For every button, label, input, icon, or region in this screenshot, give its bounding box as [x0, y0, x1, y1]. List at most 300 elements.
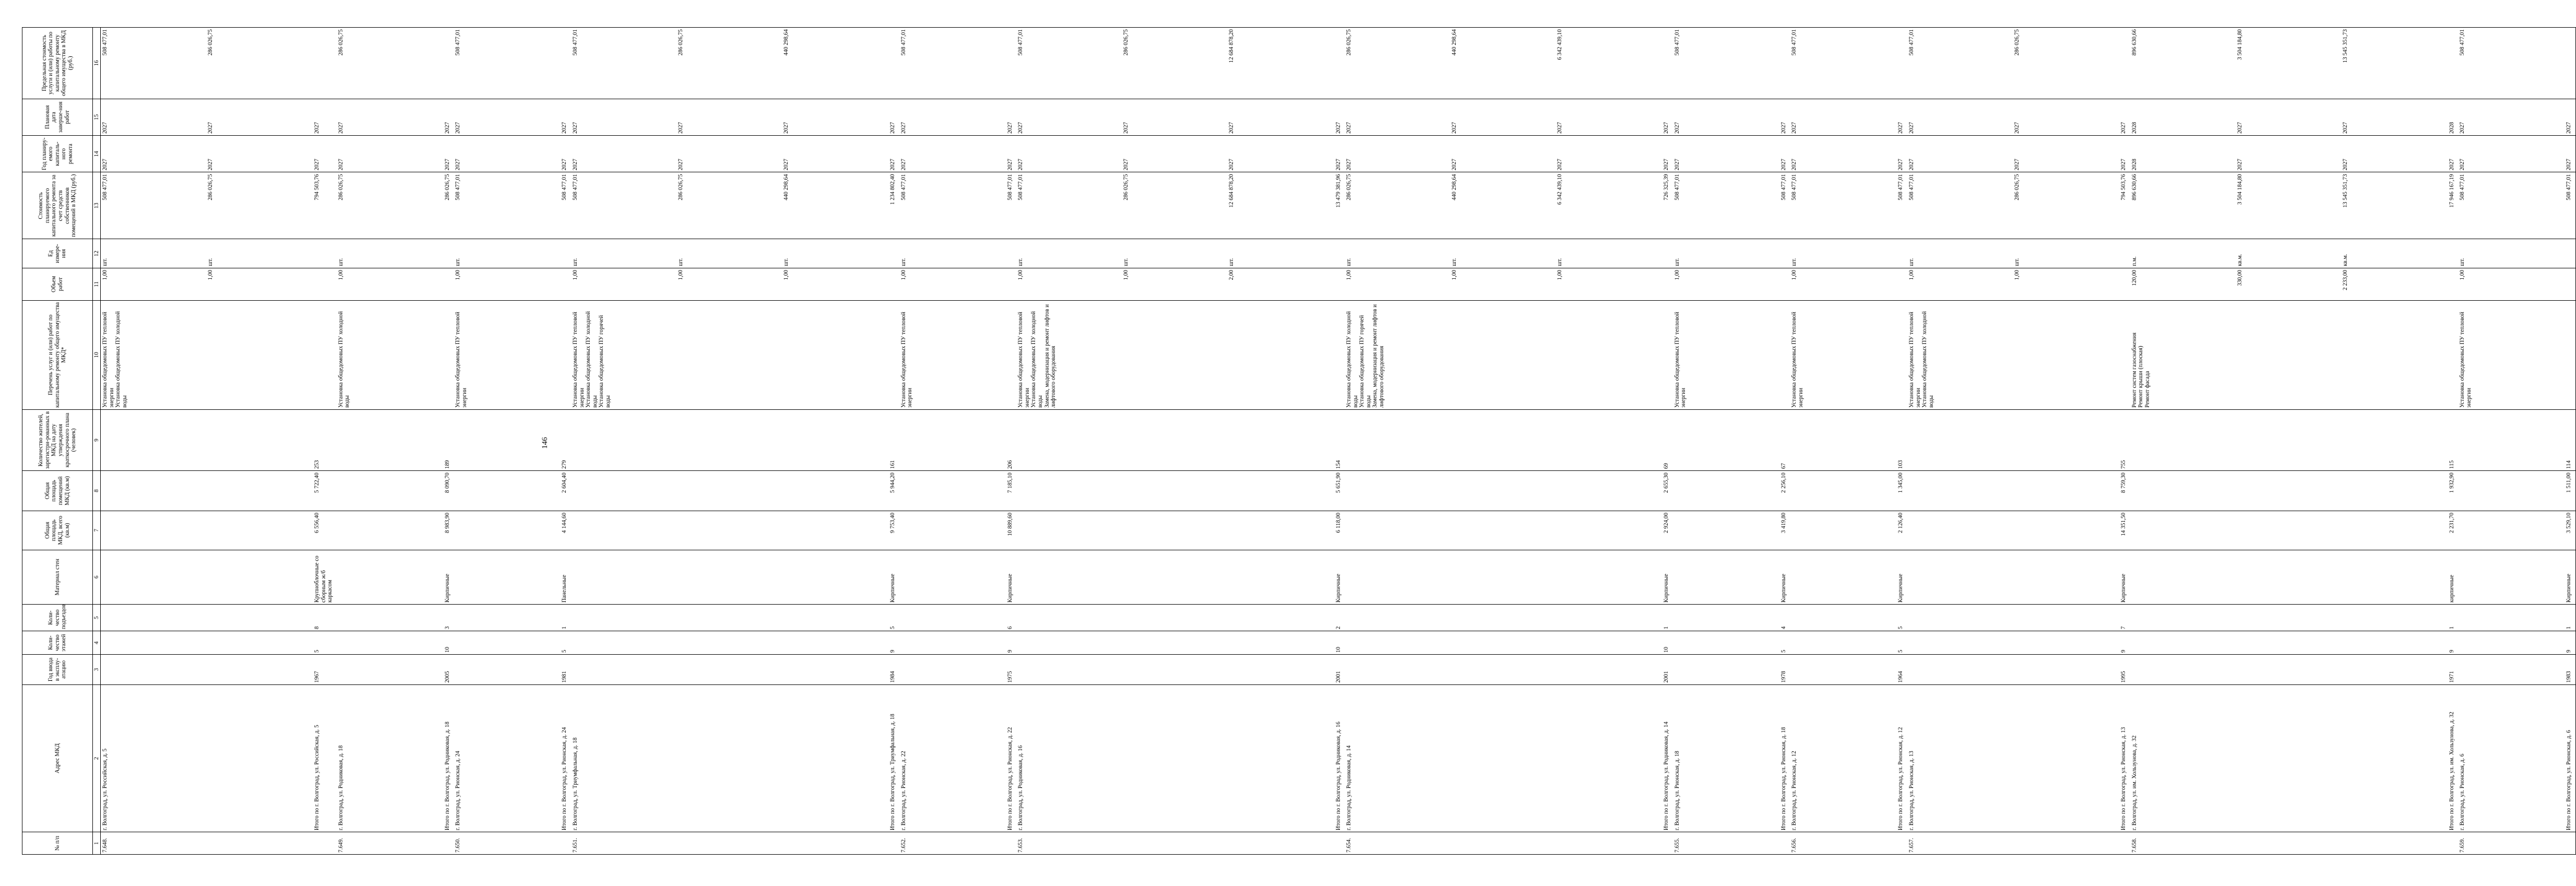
planned-cost: 286 026,75 [2014, 174, 2021, 200]
limit-cost-cell [2448, 28, 2459, 99]
end-date: 2027 [2342, 122, 2348, 134]
planned-cost-cell [2565, 172, 2575, 239]
work-item: Замена, модернизация и ремонт лифтов и лифтового оборудования [1043, 304, 1057, 408]
premises-area [571, 471, 889, 511]
work-item: Установка общедомовых ПУ тепловой энергии [2459, 312, 2472, 408]
resident-count [337, 409, 444, 470]
total-area [899, 511, 1006, 550]
planned-year: 2027 [678, 159, 684, 171]
end-date-cell [1006, 99, 1017, 135]
commission-year [1345, 655, 1663, 685]
planned-year-cell [1897, 136, 1907, 172]
planned-year: 2027 [2342, 159, 2348, 171]
planned-cost: 896 630,66 [2131, 174, 2138, 200]
commission-year: 1981 [561, 655, 571, 685]
floor-count [899, 631, 1006, 655]
commission-year [1673, 655, 1780, 685]
commission-year [101, 655, 314, 685]
wall-material: Кирпичные [444, 550, 454, 605]
planned-year-cell [454, 136, 561, 172]
planned-year: 2027 [783, 159, 790, 171]
limit-cost-cell [2120, 28, 2130, 99]
limit-cost-cell [1663, 28, 1673, 99]
wall-material [1790, 550, 1897, 605]
planned-year-cell [444, 136, 454, 172]
measure-unit: шт. [1123, 258, 1130, 266]
total-area: 3 529,10 [2565, 511, 2575, 550]
resident-count: 103 [1897, 409, 1907, 470]
planned-cost: 1 234 802,40 [889, 174, 896, 205]
floor-count: 5 [1780, 631, 1790, 655]
entrance-count: 7 [2120, 605, 2130, 631]
planned-cost-cell [1897, 172, 1907, 239]
resident-count [1345, 409, 1663, 470]
end-date: 2027 [1346, 122, 1352, 134]
planned-cost-cell [1780, 172, 1790, 239]
total-area [571, 511, 889, 550]
planned-year: 2027 [900, 159, 907, 171]
work-volume-cell [313, 268, 337, 300]
planned-year: 2027 [1663, 159, 1670, 171]
planned-year-cell [1907, 136, 2120, 172]
mkd-address: Итого по г. Волгоград, ул. Рионская, д. 24 [561, 684, 571, 832]
end-date: 2027 [2566, 122, 2572, 134]
limit-cost: 286 026,75 [678, 29, 684, 56]
planned-cost-cell [1016, 172, 1334, 239]
column-header: Объем работ [22, 268, 93, 300]
planned-year: 2027 [2236, 159, 2243, 171]
resident-count: 69 [1663, 409, 1673, 470]
entrance-count: 1 [561, 605, 571, 631]
end-date: 2027 [337, 122, 344, 134]
end-date-cell [2458, 99, 2565, 135]
work-item-cell [1897, 300, 1907, 409]
mkd-address: г. Волгоград, ул. Рионская, д. 6 [2458, 684, 2565, 832]
limit-cost: 286 026,75 [1123, 29, 1130, 56]
work-item-cell [899, 300, 1006, 409]
work-volume: 1,00 [1908, 269, 1915, 280]
limit-cost: 508 477,01 [1673, 29, 1680, 56]
measure-unit: шт. [2014, 258, 2021, 266]
wall-material [2130, 550, 2448, 605]
end-date: 2027 [207, 122, 214, 134]
work-item-cell [1016, 300, 1334, 409]
measure-unit-cell [1897, 239, 1907, 268]
total-area: 3 419,80 [1780, 511, 1790, 550]
total-area [2458, 511, 2565, 550]
repair-plan-table [22, 27, 2576, 855]
entrance-count [2458, 605, 2565, 631]
resident-count: 253 [313, 409, 337, 470]
commission-year [337, 655, 444, 685]
resident-count: 161 [889, 409, 899, 470]
floor-count: 9 [2448, 631, 2459, 655]
work-item-cell [1663, 300, 1673, 409]
limit-cost: 440 298,64 [783, 29, 790, 56]
floor-count [571, 631, 889, 655]
premises-area: 8 090,70 [444, 471, 454, 511]
end-date: 2027 [1017, 122, 1024, 134]
floor-count: 9 [889, 631, 899, 655]
entrance-count [101, 605, 314, 631]
floor-count: 9 [1006, 631, 1017, 655]
planned-cost-cell [1006, 172, 1017, 239]
work-volume-cell [1780, 268, 1790, 300]
planned-cost: 508 477,01 [572, 174, 578, 200]
column-header: Предельная стоимость услуги и (или) работы по капитальному ремонту общего имущества в МКД (руб.) [22, 28, 93, 99]
total-area [1016, 511, 1334, 550]
measure-unit: шт. [1228, 258, 1235, 266]
commission-year: 2001 [1663, 655, 1673, 685]
planned-year: 2027 [572, 159, 578, 171]
end-date-cell [101, 99, 314, 135]
premises-area [2458, 471, 2565, 511]
resident-count [899, 409, 1006, 470]
commission-year [571, 655, 889, 685]
planned-cost: 794 503,76 [314, 174, 320, 200]
work-volume-cell [1907, 268, 2120, 300]
column-header: Год планиру-емого капиталь-ного ремонта [22, 136, 93, 172]
work-item-cell [561, 300, 571, 409]
planned-year-cell [1673, 136, 1780, 172]
work-item: Установка общедомовых ПУ тепловой энергии [900, 312, 913, 408]
work-volume: 1,00 [455, 269, 461, 280]
column-number: 14 [93, 136, 101, 172]
planned-cost: 13 545 351,73 [2342, 174, 2348, 208]
total-area: 2 126,40 [1897, 511, 1907, 550]
table-row [101, 28, 314, 855]
total-area [1345, 511, 1663, 550]
planned-year: 2027 [1228, 159, 1235, 171]
wall-material: Кирпичные [1335, 550, 1345, 605]
premises-area: 2 655,30 [1663, 471, 1673, 511]
measure-unit-cell [2448, 239, 2459, 268]
page-number: 146 [541, 437, 549, 449]
wall-material [454, 550, 561, 605]
floor-count: 9 [2565, 631, 2575, 655]
limit-cost-cell [1673, 28, 1780, 99]
mkd-address: Итого по г. Волгоград, ул. Российская, д. 5 [313, 684, 337, 832]
planned-year-cell [313, 136, 337, 172]
work-item: Установка общедомовых ПУ холодной воды [1346, 311, 1359, 408]
work-item: Ремонт крыши (плоская) [2138, 346, 2144, 408]
row-number [444, 832, 454, 855]
row-number [2120, 832, 2130, 855]
planned-year: 2027 [561, 159, 568, 171]
measure-unit: шт. [1673, 258, 1680, 266]
end-date-cell [1897, 99, 1907, 135]
work-volume: 120,00 [2131, 269, 2138, 286]
resident-count [1673, 409, 1780, 470]
floor-count [101, 631, 314, 655]
table-row-total [2565, 28, 2575, 855]
entrance-count [899, 605, 1006, 631]
planned-cost: 508 477,01 [561, 174, 568, 200]
mkd-address: г. Волгоград, ул. им. Хользунова, д. 32 [2130, 684, 2448, 832]
column-number: 11 [93, 268, 101, 300]
entrance-count: 5 [1897, 605, 1907, 631]
entrance-count: 6 [1006, 605, 1017, 631]
column-number: 3 [93, 655, 101, 685]
end-date: 2027 [1335, 122, 1342, 134]
entrance-count: 1 [2565, 605, 2575, 631]
measure-unit-cell [1006, 239, 1017, 268]
row-number: 7.659. [2458, 832, 2565, 855]
floor-count [1790, 631, 1897, 655]
planned-year: 2027 [2459, 159, 2466, 171]
end-date: 2027 [1791, 122, 1798, 134]
floor-count: 10 [444, 631, 454, 655]
measure-unit-cell [337, 239, 444, 268]
resident-count: 114 [2565, 409, 2575, 470]
end-date: 2027 [1228, 122, 1235, 134]
total-area [1790, 511, 1897, 550]
end-date: 2027 [1663, 122, 1670, 134]
planned-cost: 508 477,01 [1780, 174, 1787, 200]
work-item-cell [1335, 300, 1345, 409]
premises-area [1345, 471, 1663, 511]
planned-year: 2027 [1123, 159, 1130, 171]
mkd-address: Итого по г. Волгоград, ул. Рионская, д. 6 [2565, 684, 2575, 832]
planned-year: 2027 [2448, 159, 2455, 171]
end-date-cell [561, 99, 571, 135]
table-row-total [561, 28, 571, 855]
premises-area [2130, 471, 2448, 511]
premises-area: 1 345,00 [1897, 471, 1907, 511]
end-date: 2027 [455, 122, 461, 134]
work-item-cell [1345, 300, 1663, 409]
floor-count: 5 [313, 631, 337, 655]
premises-area: 1 932,90 [2448, 471, 2459, 511]
planned-cost-cell [1345, 172, 1663, 239]
planned-cost: 508 477,01 [1908, 174, 1915, 200]
row-number [313, 832, 337, 855]
planned-cost-cell [313, 172, 337, 239]
planned-cost-cell [1790, 172, 1897, 239]
end-date: 2027 [783, 122, 790, 134]
limit-cost-cell [2565, 28, 2575, 99]
work-item-cell [337, 300, 444, 409]
row-number: 7.655. [1673, 832, 1780, 855]
end-date: 2027 [1897, 122, 1904, 134]
planned-year: 2027 [1346, 159, 1352, 171]
row-number [561, 832, 571, 855]
end-date: 2027 [561, 122, 568, 134]
end-date: 2027 [2120, 122, 2127, 134]
work-item: Установка общедомовых ПУ тепловой энергии [455, 312, 468, 408]
mkd-address: г. Волгоград, ул. Родниковая, д. 16 [1016, 684, 1334, 832]
resident-count [454, 409, 561, 470]
planned-cost-cell [337, 172, 444, 239]
planned-year: 2027 [102, 159, 108, 171]
measure-unit-cell [571, 239, 889, 268]
mkd-address: Итого по г. Волгоград, ул. Родниковая, д. 18 [444, 684, 454, 832]
planned-year-cell [1016, 136, 1334, 172]
end-date-cell [1345, 99, 1663, 135]
total-area: 6 118,00 [1335, 511, 1345, 550]
work-item-cell [571, 300, 889, 409]
work-volume-cell [2130, 268, 2448, 300]
total-area: 9 753,40 [889, 511, 899, 550]
planned-year: 2028 [2131, 159, 2138, 171]
measure-unit: кв.м. [2342, 254, 2348, 266]
work-item: Установка общедомовых ПУ тепловой энергии [1791, 312, 1804, 408]
table-row [1790, 28, 1897, 855]
end-date: 2027 [102, 122, 108, 134]
measure-unit: шт. [337, 258, 344, 266]
commission-year: 1967 [313, 655, 337, 685]
entrance-count [1790, 605, 1897, 631]
limit-cost-cell [561, 28, 571, 99]
work-item: Установка общедомовых ПУ тепловой энергии [1017, 312, 1030, 408]
premises-area [899, 471, 1006, 511]
limit-cost: 286 026,75 [337, 29, 344, 56]
end-date: 2027 [2014, 122, 2021, 134]
measure-unit-cell [454, 239, 561, 268]
planned-year-cell [2448, 136, 2459, 172]
planned-year: 2027 [207, 159, 214, 171]
planned-cost: 3 504 184,80 [2236, 174, 2243, 205]
end-date-cell [454, 99, 561, 135]
total-area [2130, 511, 2448, 550]
wall-material [1907, 550, 2120, 605]
wall-material: Крупноблочные со сборным ж/б каркасом [313, 550, 337, 605]
work-item: Ремонт фасада [2144, 371, 2151, 408]
work-item: Установка общедомовых ПУ тепловой энергии [102, 312, 115, 408]
column-number: 8 [93, 471, 101, 511]
measure-unit-cell [444, 239, 454, 268]
entrance-count [2130, 605, 2448, 631]
work-volume-cell [1663, 268, 1673, 300]
work-item-cell [313, 300, 337, 409]
end-date: 2027 [1673, 122, 1680, 134]
planned-cost: 17 946 167,19 [2448, 174, 2455, 208]
column-header: Общая площадь помещений МКД (кв.м) [22, 471, 93, 511]
planned-year-cell [889, 136, 899, 172]
mkd-address: г. Волгоград, ул. Рионская, д. 12 [1790, 684, 1897, 832]
planned-cost: 508 477,01 [900, 174, 907, 200]
entrance-count: 1 [1663, 605, 1673, 631]
planned-year: 2027 [455, 159, 461, 171]
measure-unit: шт. [2459, 258, 2466, 266]
planned-year: 2027 [1780, 159, 1787, 171]
row-number [1335, 832, 1345, 855]
planned-year: 2027 [337, 159, 344, 171]
table-row-total [1780, 28, 1790, 855]
limit-cost-cell [889, 28, 899, 99]
limit-cost: 508 477,01 [455, 29, 461, 56]
end-date: 2027 [314, 122, 320, 134]
planned-cost: 286 026,75 [1123, 174, 1130, 200]
column-header: Стоимость планируемого капитального ремонта за счет средств собственников помещений в МКД (руб.) [22, 172, 93, 239]
mkd-address: Итого по г. Волгоград, ул. Рионская, д. 13 [2120, 684, 2130, 832]
wall-material: Кирпичные [889, 550, 899, 605]
wall-material: Кирпичные [2565, 550, 2575, 605]
measure-unit-cell [2565, 239, 2575, 268]
row-number [1780, 832, 1790, 855]
table-row-total [2448, 28, 2459, 855]
measure-unit: шт. [1451, 258, 1458, 266]
end-date: 2027 [900, 122, 907, 134]
work-item-cell [2120, 300, 2130, 409]
column-number: 2 [93, 684, 101, 832]
work-volume: 1,00 [678, 269, 684, 280]
limit-cost-cell [1897, 28, 1907, 99]
mkd-address: г. Волгоград, ул. Триумфальная, д. 18 [571, 684, 889, 832]
planned-cost: 13 479 381,96 [1335, 174, 1342, 208]
wall-material: кирпичные [2448, 550, 2459, 605]
planned-year-cell [2458, 136, 2565, 172]
limit-cost-cell [571, 28, 889, 99]
premises-area: 2 604,40 [561, 471, 571, 511]
limit-cost: 6 342 439,10 [1557, 29, 1563, 60]
planned-year-cell [1006, 136, 1017, 172]
work-volume: 1,00 [2014, 269, 2021, 280]
limit-cost-cell [101, 28, 314, 99]
work-volume: 1,00 [1451, 269, 1458, 280]
mkd-address: г. Волгоград, ул. Рионская, д. 13 [1907, 684, 2120, 832]
column-header: Общая площадь МКД, всего (кв.м) [22, 511, 93, 550]
work-item: Установка общедомовых ПУ холодной воды [115, 311, 128, 408]
work-volume: 1,00 [1123, 269, 1130, 280]
end-date: 2027 [1908, 122, 1915, 134]
work-item-cell [2448, 300, 2459, 409]
work-item-cell [1907, 300, 2120, 409]
column-number: 6 [93, 550, 101, 605]
table-body [101, 28, 2576, 855]
floor-count [2130, 631, 2448, 655]
entrance-count [571, 605, 889, 631]
planned-cost-cell [889, 172, 899, 239]
resident-count [571, 409, 889, 470]
work-volume-cell [337, 268, 444, 300]
table-row [1016, 28, 1334, 855]
table-row-total [444, 28, 454, 855]
planned-cost: 508 477,01 [455, 174, 461, 200]
end-date: 2027 [572, 122, 578, 134]
wall-material: Панельные [561, 550, 571, 605]
planned-year-cell [1790, 136, 1897, 172]
row-number [1663, 832, 1673, 855]
planned-cost: 12 684 878,20 [1228, 174, 1235, 208]
planned-cost: 508 477,01 [1673, 174, 1680, 200]
column-number: 10 [93, 300, 101, 409]
premises-area: 2 256,10 [1780, 471, 1790, 511]
resident-count: 279 [561, 409, 571, 470]
premises-area: 5 722,40 [313, 471, 337, 511]
planned-cost-cell [571, 172, 889, 239]
commission-year [899, 655, 1006, 685]
end-date-cell [1780, 99, 1790, 135]
row-number: 7.648. [101, 832, 314, 855]
entrance-count: 8 [313, 605, 337, 631]
measure-unit: кв.м. [2236, 254, 2243, 266]
work-volume-cell [899, 268, 1006, 300]
work-item: Установка общедомовых ПУ холодной воды [585, 311, 598, 408]
row-number [2565, 832, 2575, 855]
end-date-cell [2120, 99, 2130, 135]
planned-year: 2027 [1897, 159, 1904, 171]
floor-count [2458, 631, 2565, 655]
wall-material: Кирпичные [1663, 550, 1673, 605]
end-date-cell [889, 99, 899, 135]
planned-cost: 6 342 439,10 [1557, 174, 1563, 205]
measure-unit: шт. [102, 258, 108, 266]
work-item: Установка общедомовых ПУ холодной воды [337, 311, 351, 408]
end-date-cell [1673, 99, 1780, 135]
resident-count: 755 [2120, 409, 2130, 470]
floor-count [1345, 631, 1663, 655]
